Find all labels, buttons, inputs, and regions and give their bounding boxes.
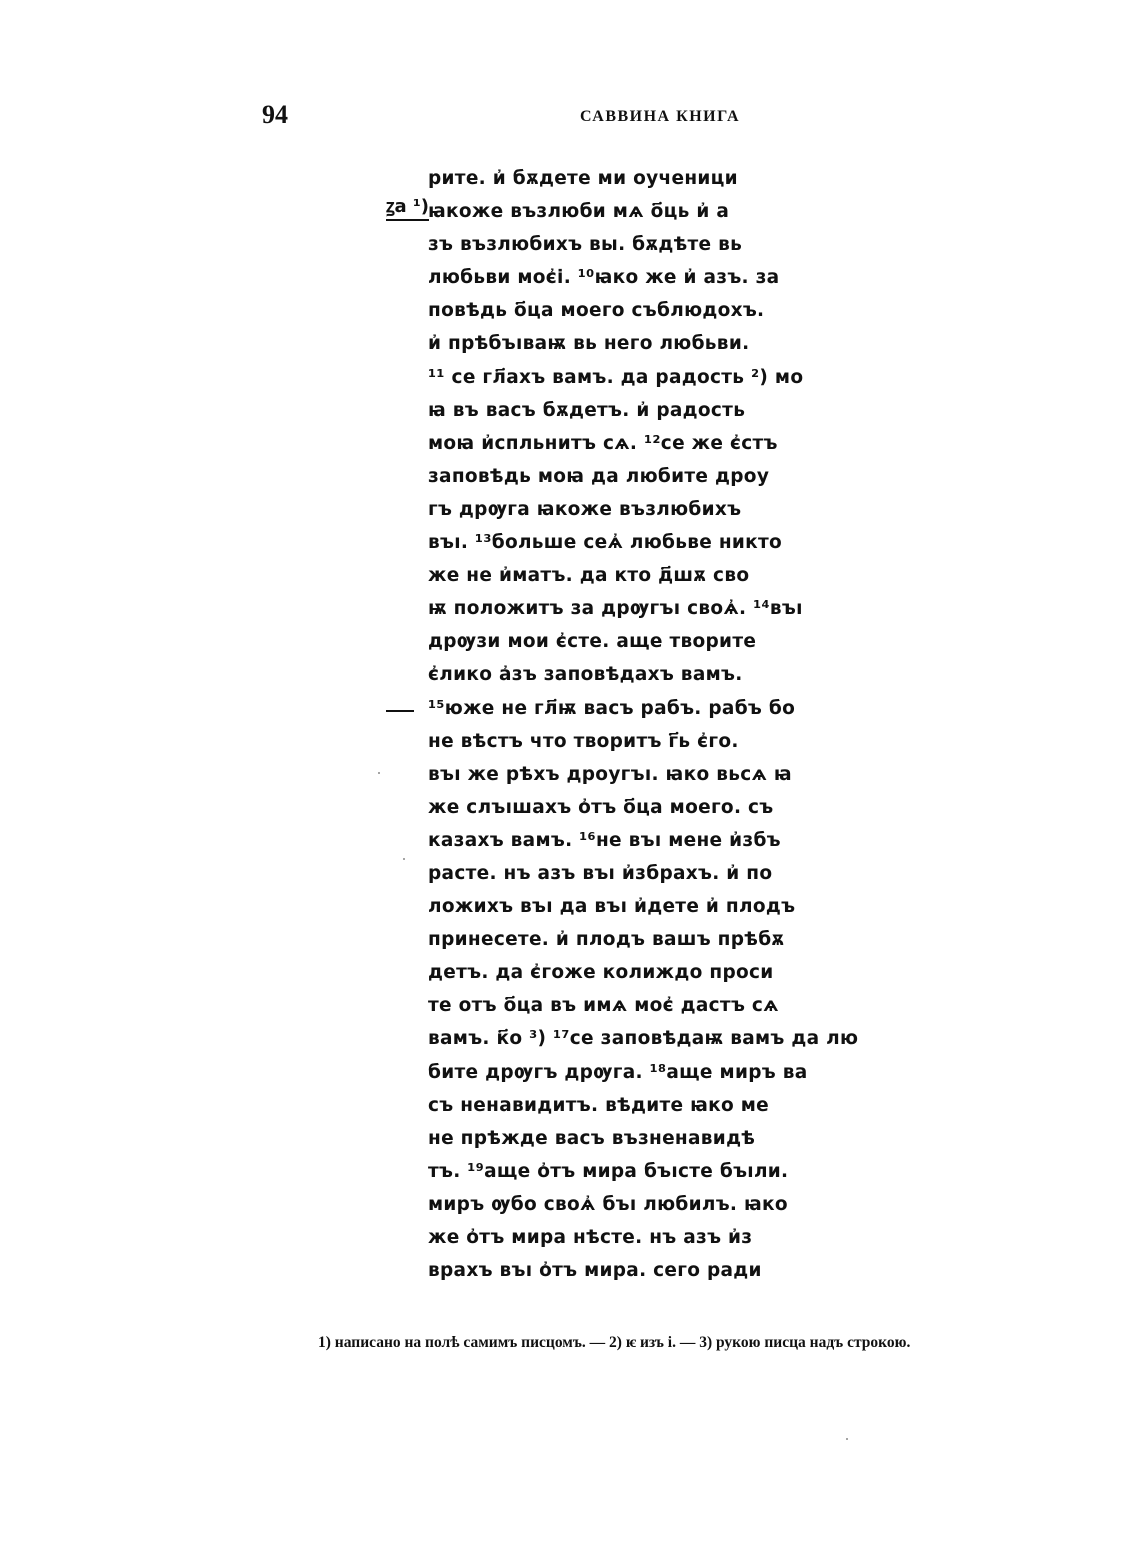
running-title: САВВИНА КНИГА: [580, 108, 741, 125]
text-line: бите дрѹгъ дрѹга. ¹⁸аще миръ ва: [428, 1061, 808, 1083]
text-line: ѭ положитъ за дрѹгъı своѧ҆. ¹⁴въı: [428, 598, 803, 620]
text-line: гъ дрѹга ꙗкоже възлюбихъ: [428, 498, 742, 520]
text-line: же не и҆матъ. да кто д҃шѫ сво: [428, 565, 750, 587]
scan-speck: [378, 772, 380, 774]
text-line: ¹⁵юже не гл҃ѭ васъ рабъ. рабъ бо: [428, 697, 796, 719]
text-line: заповѣдь моꙗ да любите дроу: [428, 465, 770, 487]
scan-speck: [403, 858, 405, 860]
text-line: вамъ. к҃о ³) ¹⁷се заповѣдаѭ вамъ да лю: [428, 1028, 859, 1050]
text-line: въı. ¹³больше сеѧ҆ любьве никто: [428, 532, 783, 554]
text-line: съ ненавидитъ. вѣдите ꙗко ме: [428, 1094, 770, 1116]
margin-note: ꙁа ¹): [386, 194, 429, 221]
text-line: моꙗ и҆спльнитъ сѧ. ¹²се же є҆стъ: [428, 432, 778, 454]
text-line: ложихъ въı да въı и҆дете и҆ плодъ: [428, 896, 796, 918]
footnotes: 1) написано на полѣ самимъ писцомъ. — 2) ѥ изъ і. — 3) рукою писца надъ строкою.: [318, 1334, 911, 1351]
text-line: въı же рѣхъ дроугъı. ꙗко вьсѧ ꙗ: [428, 763, 792, 785]
text-line: не прѣжде васъ възненавидѣ: [428, 1127, 756, 1149]
text-line: дрѹзи мои є҆сте. аще творите: [428, 631, 757, 653]
scan-speck: [846, 1438, 848, 1440]
text-line: врахъ въı о҆тъ мира. сего ради: [428, 1260, 762, 1282]
text-line: казахъ вамъ. ¹⁶не въı мене и҆збъ: [428, 829, 781, 851]
text-line: ꙗкоже възлюби мѧ о҃ць и҆ а: [428, 201, 730, 223]
text-line: расте. нъ азъ въı и҆збрахъ. и҆ по: [428, 862, 773, 884]
page-number: 94: [262, 100, 288, 129]
text-line: є҆лико а҆зъ заповѣдахъ вамъ.: [428, 664, 743, 686]
margin-dash: [386, 710, 414, 712]
text-line: миръ ѹбо своѧ҆ бъı любилъ. ꙗко: [428, 1193, 788, 1215]
text-line: принесете. и҆ плодъ вашъ прѣбѫ: [428, 929, 785, 951]
text-line: те отъ о҃ца въ имѧ моє҆ дастъ сѧ: [428, 995, 779, 1017]
text-line: ¹¹ се гл҃ахъ вамъ. да радость ²) мо: [428, 366, 804, 388]
text-line: повѣдь о҃ца моего съблюдохъ.: [428, 300, 765, 322]
text-line: же слъıшахъ о҆тъ о҃ца моего. съ: [428, 796, 774, 818]
text-line: тъ. ¹⁹аще о҆тъ мира бъıсте бъıли.: [428, 1160, 789, 1182]
text-line: и҆ прѣбъıваѭ вь него любьви.: [428, 333, 750, 355]
text-line: ꙗ въ васъ бѫдетъ. и҆ радость: [428, 399, 746, 421]
text-line: любьви моє҆і. ¹⁰ꙗко же и҆ азъ. за: [428, 267, 780, 289]
text-line: не вѣстъ что творитъ г҃ь є҆го.: [428, 730, 739, 752]
text-line: рите. и҆ бѫдете ми оученици: [428, 168, 738, 189]
text-line: же о҆тъ мира нѣсте. нъ азъ и҆з: [428, 1227, 753, 1248]
text-line: зъ възлюбихъ вы. бѫдѣте вь: [428, 234, 743, 256]
text-line: детъ. да є҆гоже колиждо проси: [428, 962, 774, 984]
main-text: [428, 162, 988, 1287]
